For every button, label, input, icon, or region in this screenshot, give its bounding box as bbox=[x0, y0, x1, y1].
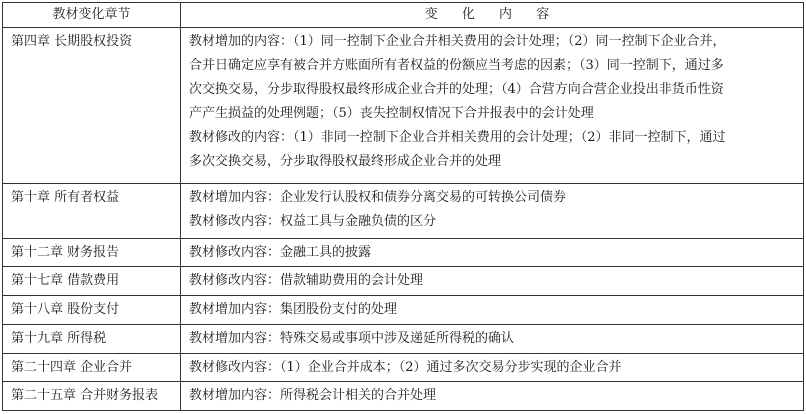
content-line: 次交换交易，分步取得股权最终形成企业合并的处理；（4）合营方向合营企业投出非货币性资 bbox=[189, 82, 724, 97]
table-row bbox=[3, 324, 804, 353]
table-row bbox=[3, 238, 804, 267]
chapter-cell: 第二十四章 企业合并 bbox=[3, 353, 181, 382]
content-cell bbox=[181, 382, 804, 411]
table-row bbox=[3, 353, 804, 382]
content-line: 多次交换交易，分步取得股权最终形成企业合并的处理 bbox=[189, 154, 502, 169]
chapter-cell: 第二十五章 合并财务报表 bbox=[3, 382, 181, 411]
content-line: 教材修改内容：借款辅助费用的会计处理 bbox=[189, 273, 424, 289]
header-content: 变 化 内 容 bbox=[181, 3, 804, 28]
content-line: 教材修改内容：金融工具的披露 bbox=[189, 244, 372, 260]
content-line: 教材增加的内容：（1）同一控制下企业合并相关费用的会计处理；（2）同一控制下企业合并， bbox=[189, 34, 726, 49]
table-row bbox=[3, 267, 804, 296]
content-line: 教材增加内容：企业发行认股权和债券分离交易的可转换公司债券 bbox=[189, 190, 567, 206]
chapter-cell: 第四章 长期股权投资 bbox=[3, 28, 181, 184]
content-line: 教材增加内容：特殊交易或事项中涉及递延所得税的确认 bbox=[189, 330, 515, 346]
content-line: 教材增加内容：集团股份支付的处理 bbox=[189, 302, 398, 318]
content-cell bbox=[181, 353, 804, 382]
table-body bbox=[3, 28, 804, 411]
textbook-changes-table bbox=[2, 2, 804, 411]
table-row bbox=[3, 184, 804, 238]
header-chapter: 教材变化章节 bbox=[3, 3, 181, 28]
header-row bbox=[3, 3, 804, 28]
chapter-cell: 第十九章 所得税 bbox=[3, 324, 181, 353]
content-line: 教材修改内容：（1）企业合并成本；（2）通过多次交易分步实现的企业合并 bbox=[189, 359, 622, 375]
content-cell bbox=[181, 296, 804, 325]
content-cell bbox=[181, 28, 804, 184]
content-line: 教材修改的内容：（1）非同一控制下企业合并相关费用的会计处理；（2）非同一控制下，通过 bbox=[189, 130, 726, 145]
table-row bbox=[3, 296, 804, 325]
content-cell bbox=[181, 184, 804, 238]
chapter-cell: 第十八章 股份支付 bbox=[3, 296, 181, 325]
table-row bbox=[3, 28, 804, 184]
chapter-cell: 第十章 所有者权益 bbox=[3, 184, 181, 238]
content-line: 产产生损益的处理例题；（5）丧失控制权情况下合并报表中的会计处理 bbox=[189, 106, 594, 121]
content-cell bbox=[181, 267, 804, 296]
chapter-cell: 第十二章 财务报告 bbox=[3, 238, 181, 267]
content-line: 合并日确定应享有被合并方账面所有者权益的份额应当考虑的因素；（3）同一控制下，通过多 bbox=[189, 58, 724, 73]
chapter-cell: 第十七章 借款费用 bbox=[3, 267, 181, 296]
content-line: 教材修改内容：权益工具与金融负债的区分 bbox=[189, 214, 437, 230]
content-cell bbox=[181, 324, 804, 353]
content-cell bbox=[181, 238, 804, 267]
content-line: 教材增加内容：所得税会计相关的合并处理 bbox=[189, 388, 437, 404]
table-row bbox=[3, 382, 804, 411]
